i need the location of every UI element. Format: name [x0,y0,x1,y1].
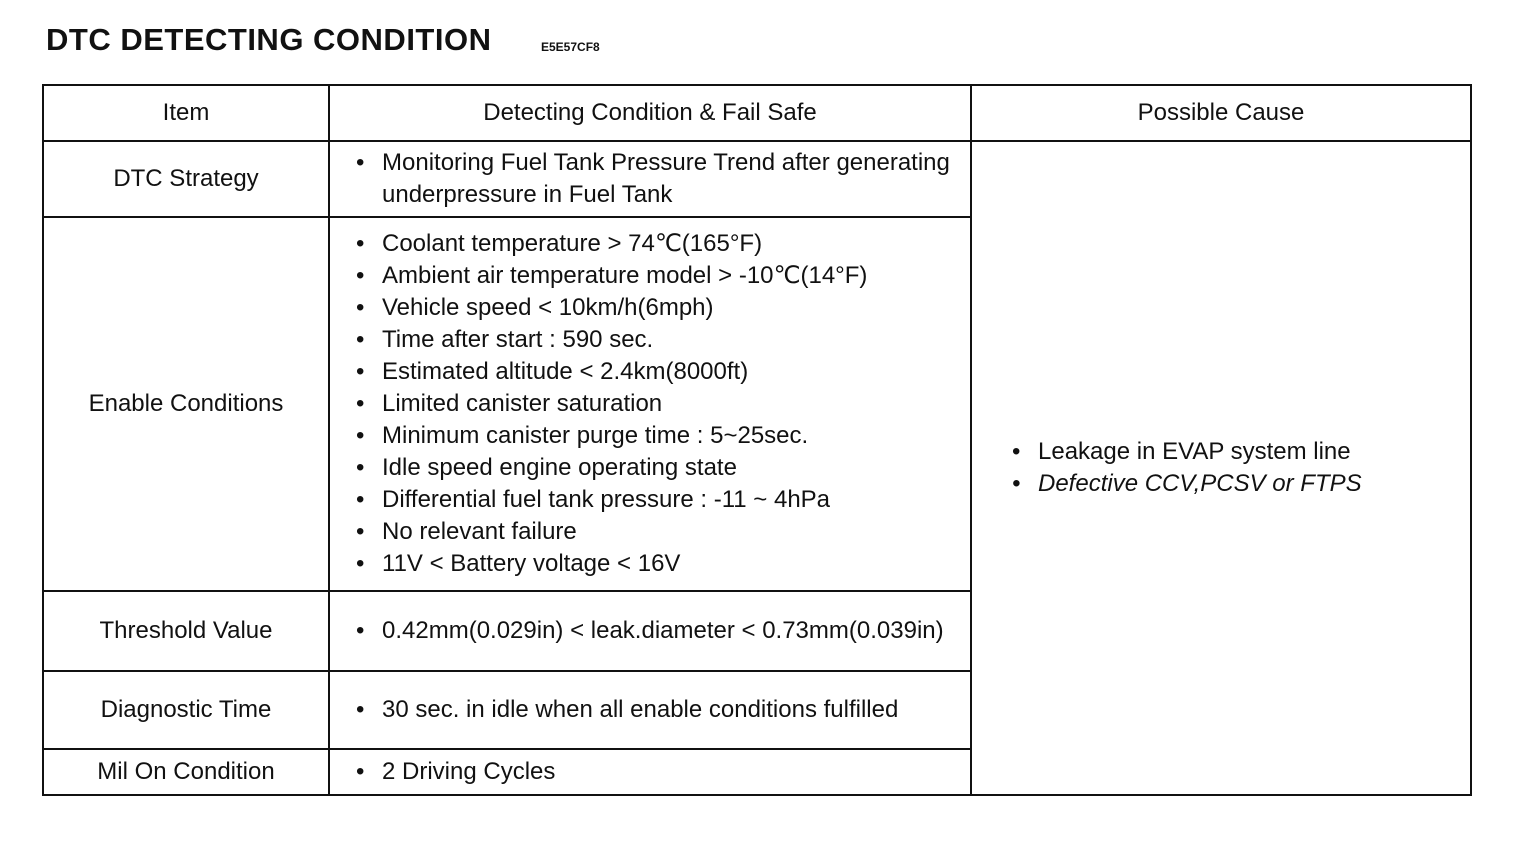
possible-cause-cell [971,141,1471,795]
condition-list [356,224,970,584]
list-item: • Vehicle speed < 10km/h(6mph) [356,292,970,324]
list-item: • Differential fuel tank pressure : -11 ~ 4hPa [356,484,970,516]
list-item: • Minimum canister purge time : 5~25sec. [356,420,970,452]
list-item: • Idle speed engine operating state [356,452,970,484]
row-conditions [329,749,971,795]
document-code: E5E57CF8 [541,40,600,54]
list-item: • 0.42mm(0.029in) < leak.diameter < 0.73mm(0.039in) [356,615,970,647]
row-conditions [329,141,971,217]
condition-list [356,752,970,792]
row-item-enable-conditions: Enable Conditions [43,217,329,591]
list-item: • Estimated altitude < 2.4km(8000ft) [356,356,970,388]
row-conditions [329,671,971,749]
list-item: • Leakage in EVAP system line [1012,436,1470,468]
list-item: • No relevant failure [356,516,970,548]
row-item-dtc-strategy: DTC Strategy [43,141,329,217]
condition-list [356,690,970,730]
list-item: • 11V < Battery voltage < 16V [356,548,970,580]
row-item-threshold-value: Threshold Value [43,591,329,671]
list-item: • Coolant temperature > 74℃(165°F) [356,228,970,260]
table-header-row [43,85,1471,141]
cause-list [1012,436,1470,500]
header-cause: Possible Cause [971,85,1471,141]
list-item: • Limited canister saturation [356,388,970,420]
condition-list [356,143,970,215]
row-item-mil-on-condition: Mil On Condition [43,749,329,795]
list-item: • 2 Driving Cycles [356,756,970,788]
list-item: • Monitoring Fuel Tank Pressure Trend after generating underpressure in Fuel Tank [356,147,970,211]
row-item-diagnostic-time: Diagnostic Time [43,671,329,749]
list-item: • Defective CCV,PCSV or FTPS [1012,468,1470,500]
table-row [43,141,1471,217]
page-title: DTC DETECTING CONDITION [46,22,492,57]
list-item: • Time after start : 590 sec. [356,324,970,356]
header-item: Item [43,85,329,141]
condition-list [356,611,970,651]
row-conditions [329,591,971,671]
list-item: • 30 sec. in idle when all enable conditions fulfilled [356,694,970,726]
row-conditions [329,217,971,591]
header-condition: Detecting Condition & Fail Safe [329,85,971,141]
list-item: • Ambient air temperature model > -10℃(14°F) [356,260,970,292]
dtc-table [42,84,1472,796]
